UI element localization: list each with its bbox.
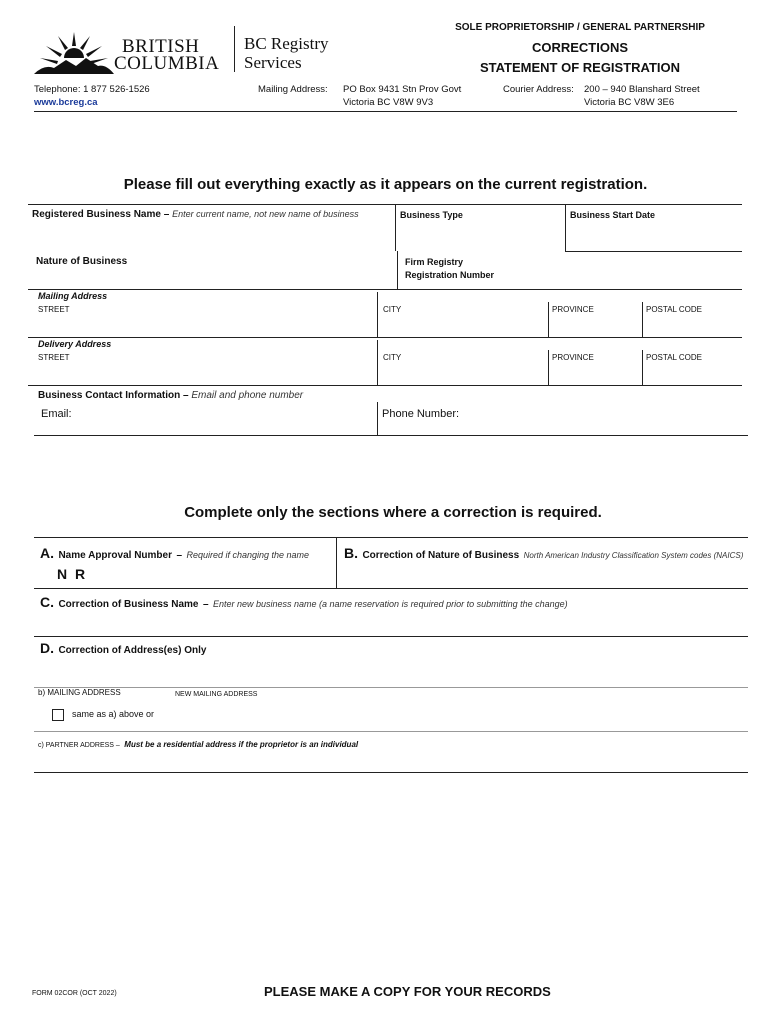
form-type: SOLE PROPRIETORSHIP / GENERAL PARTNERSHIP: [455, 22, 705, 33]
rule: [336, 537, 337, 588]
rule: [642, 302, 643, 337]
d-label-text: Correction of Address(es) Only: [58, 645, 207, 656]
rule: [377, 402, 378, 436]
same-as-checkbox[interactable]: [52, 709, 64, 721]
sun-mountain-icon: [34, 26, 114, 78]
c-partner-text: c) PARTNER ADDRESS –: [38, 742, 120, 749]
courier-label: Courier Address:: [503, 84, 574, 95]
new-mailing-label: NEW MAILING ADDRESS: [175, 691, 258, 698]
delivery-street-field[interactable]: [38, 362, 368, 382]
logo-line2: COLUMBIA: [114, 53, 220, 74]
mailing-province-field[interactable]: [552, 314, 637, 334]
d-letter: D.: [40, 640, 54, 656]
logo-divider: [234, 26, 235, 72]
rule: [548, 302, 549, 337]
rule: [34, 772, 748, 773]
new-business-name-field[interactable]: [40, 612, 740, 634]
courier-line2: Victoria BC V8W 3E6: [584, 97, 675, 108]
b-mailing-label: b) MAILING ADDRESS: [38, 688, 121, 697]
section-b-label: [344, 545, 743, 563]
nature-field[interactable]: [36, 268, 391, 286]
service-line1: BC Registry: [244, 34, 329, 53]
section2-heading: Complete only the sections where a correction is required.: [184, 504, 602, 521]
reg-name-field[interactable]: [32, 222, 392, 248]
b-label-text: Correction of Nature of Business: [362, 550, 520, 561]
rule: [377, 292, 378, 337]
rule: [548, 350, 549, 385]
new-mailing-field[interactable]: [175, 702, 740, 726]
same-as-label: same as a) above or: [72, 709, 155, 719]
rule: [28, 289, 742, 290]
section-c-label: [40, 594, 568, 612]
form-id: FORM 02COR (OCT 2022): [32, 990, 117, 997]
partner-address-field[interactable]: [38, 748, 738, 770]
copy-note: PLEASE MAKE A COPY FOR YOUR RECORDS: [264, 984, 551, 999]
reg-name-label: [32, 209, 359, 220]
rule: [565, 204, 566, 251]
reg-name-text: Registered Business Name: [32, 209, 161, 220]
c-letter: C.: [40, 594, 54, 610]
contact-label: [38, 390, 303, 401]
rule: [34, 588, 748, 589]
mailing-line2: Victoria BC V8W 9V3: [343, 97, 434, 108]
website-link[interactable]: www.bcreg.ca: [34, 97, 98, 108]
rule: [34, 687, 748, 688]
firm-reg-field[interactable]: [505, 258, 735, 284]
telephone: Telephone: 1 877 526-1526: [34, 84, 150, 95]
mailing-postal-field[interactable]: [646, 314, 736, 334]
mailing-postal-label: POSTAL CODE: [646, 305, 703, 314]
section-a-label: [40, 545, 309, 563]
mailing-city-field[interactable]: [383, 314, 543, 334]
rule: [34, 435, 748, 436]
rule: [397, 251, 398, 289]
reg-name-hint: Enter current name, not new name of business: [172, 209, 359, 219]
delivery-address-label: Delivery Address: [38, 339, 112, 349]
mailing-label: Mailing Address:: [258, 84, 328, 95]
section1-heading: Please fill out everything exactly as it appears on the current registration.: [123, 176, 648, 193]
mailing-street-label: STREET: [38, 305, 70, 314]
title-corrections: CORRECTIONS: [531, 40, 629, 55]
rule: [28, 204, 742, 205]
email-field[interactable]: [80, 404, 370, 430]
rule: [565, 251, 742, 252]
header-rule: [34, 111, 737, 112]
rule: [395, 204, 396, 251]
a-letter: A.: [40, 545, 54, 561]
delivery-postal-field[interactable]: [646, 362, 736, 382]
mailing-line1: PO Box 9431 Stn Prov Govt: [343, 84, 462, 95]
service-line2: Services: [244, 53, 302, 72]
start-date-label: Business Start Date: [570, 210, 656, 220]
mailing-city-label: CITY: [383, 305, 402, 314]
c-label-text: Correction of Business Name: [58, 599, 199, 610]
c-dash: –: [202, 599, 209, 610]
nature-label: Nature of Business: [36, 256, 128, 267]
business-type-label: Business Type: [400, 210, 463, 220]
a-label-text: Name Approval Number: [58, 550, 172, 561]
rule: [28, 337, 742, 338]
mailing-province-label: PROVINCE: [552, 305, 594, 314]
start-date-field[interactable]: [570, 222, 735, 248]
firm-reg-line2: Registration Number: [405, 270, 495, 280]
rule: [642, 350, 643, 385]
courier-line1: 200 – 940 Blanshard Street: [584, 84, 700, 95]
business-type-field[interactable]: [400, 222, 560, 248]
a-hint: Required if changing the name: [186, 550, 310, 560]
rule: [28, 385, 742, 386]
b-letter: B.: [344, 545, 358, 561]
contact-text: Business Contact Information: [38, 390, 181, 401]
contact-dash: –: [183, 390, 189, 401]
title-statement: STATEMENT OF REGISTRATION: [479, 60, 681, 75]
rule: [34, 731, 748, 732]
bc-logo: [34, 26, 234, 76]
section-d-label: [40, 640, 206, 658]
delivery-street-label: STREET: [38, 353, 70, 362]
c-partner-hint: Must be a residential address if the proprietor is an individual: [124, 740, 359, 749]
phone-label: Phone Number:: [382, 408, 460, 420]
c-hint: Enter new business name (a name reservation is required prior to submitting the change): [212, 599, 568, 609]
rule: [377, 340, 378, 385]
delivery-province-field[interactable]: [552, 362, 637, 382]
email-label: Email:: [41, 408, 72, 420]
delivery-city-field[interactable]: [383, 362, 543, 382]
name-approval-input[interactable]: N R: [57, 566, 88, 582]
rule: [34, 537, 748, 538]
delivery-postal-label: POSTAL CODE: [646, 353, 703, 362]
phone-field[interactable]: [465, 404, 735, 430]
mailing-address-label: Mailing Address: [38, 291, 108, 301]
a-dash: –: [176, 550, 183, 561]
mailing-street-field[interactable]: [38, 314, 368, 334]
reg-name-dash: –: [163, 209, 170, 220]
delivery-city-label: CITY: [383, 353, 402, 362]
contact-hint: Email and phone number: [191, 390, 304, 401]
delivery-province-label: PROVINCE: [552, 353, 594, 362]
b-hint: North American Industry Classification System codes (NAICS): [523, 551, 744, 560]
logo-line1: BRITISH: [122, 36, 200, 57]
firm-reg-line1: Firm Registry: [405, 257, 464, 267]
rule: [34, 636, 748, 637]
naics-field[interactable]: [344, 562, 744, 586]
